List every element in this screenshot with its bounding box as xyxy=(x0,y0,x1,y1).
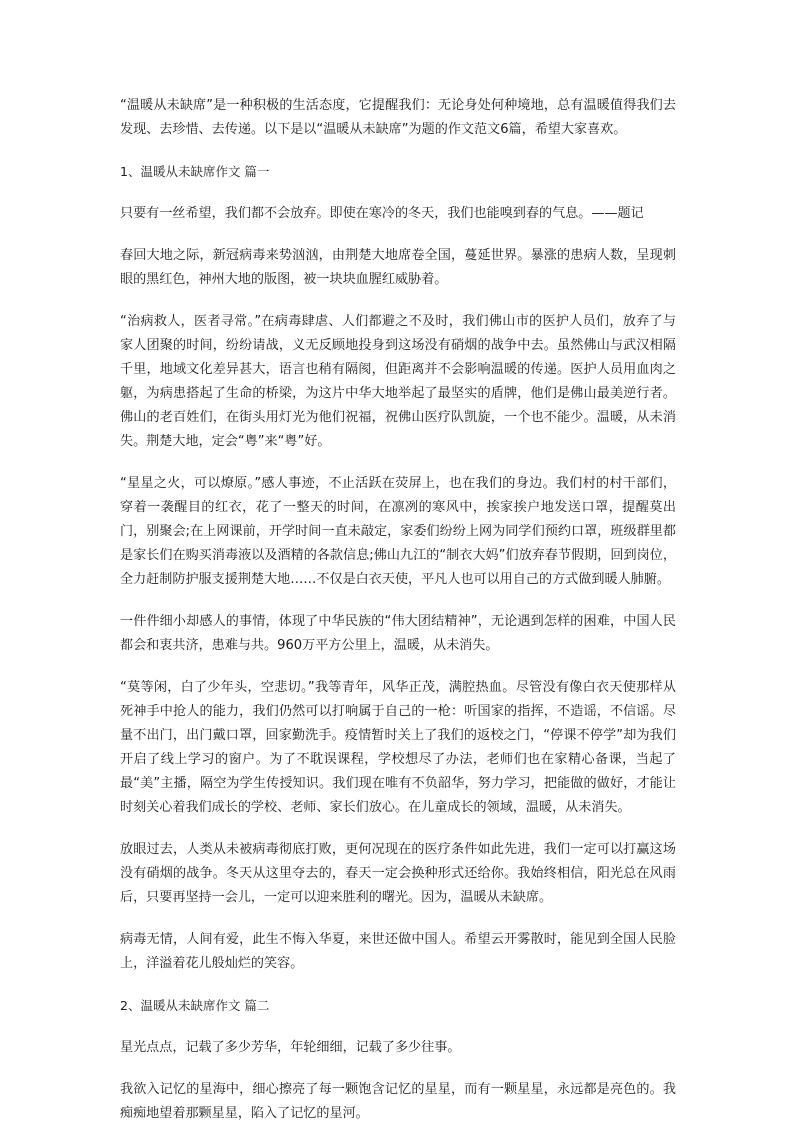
essay-2-heading: 2、温暖从未缺席作文 篇二 xyxy=(120,998,270,1013)
essay-1-paragraph: “星星之火，可以燎原。”感人事迹，不止活跃在荧屏上，也在我们的身边。我们村的村干部们，穿着一袭醒目的红衣，花了一整天的时间，在凛冽的寒风中，挨家挨户地发送口罩，提醒莫出门，别聚会;在上网课前，开学时间一直未敲定，家委们纷纷上网为同学们预约口罩，班级群里都是家长们在购买消毒液以及酒精的各款信息;佛山九江的“制衣大妈”们放弃春节假期，回到岗位，全力赶制防护服支援荆楚大地……不仅是白衣天使，平凡人也可以用自己的方式做到暖人肺腑。 xyxy=(120,476,676,587)
intro-paragraph: “温暖从未缺席”是一种积极的生活态度，它提醒我们：无论身处何种境地，总有温暖值得我们去发现、去珍惜、去传递。以下是以“温暖从未缺席”为题的作文范文6篇，希望大家喜欢。 xyxy=(120,98,676,137)
essay-1-paragraph: 春回大地之际，新冠病毒来势汹汹，由荆楚大地席卷全国，蔓延世界。暴涨的患病人数，呈现刺眼的黑红色，神州大地的版图，被一块块血腥红威胁着。 xyxy=(120,248,676,287)
essay-1-paragraph: 放眼过去，人类从未被病毒彻底打败，更何况现在的医疗条件如此先进，我们一定可以打赢这场没有硝烟的战争。冬天从这里夺去的，春天一定会换种形式还给你。我始终相信，阳光总在风雨后，只要再坚持一会儿，一定可以迎来胜利的曙光。因为，温暖从未缺席。 xyxy=(120,842,676,905)
essay-2-paragraph: 星光点点，记载了多少芳华，年轮细细，记载了多少往事。 xyxy=(120,1040,461,1055)
essay-1-paragraph: “治病救人，医者寻常。”在病毒肆虐、人们都避之不及时，我们佛山市的医护人员们，放弃了与家人团聚的时间，纷纷请战，义无反顾地投身到这场没有硝烟的战争中去。虽然佛山与武汉相隔千里，地域文化差异甚大，语言也稍有隔阂，但距离并不会影响温暖的传递。医护人员用血肉之躯，为病患搭起了生命的桥梁，为这片中华大地举起了最坚实的盾牌，他们是佛山最美逆行者。佛山的老百姓们，在街头用灯光为他们祝福，祝佛山医疗队凯旋，一个也不能少。温暖，从未消失。荆楚大地，定会“粤”来“粤”好。 xyxy=(120,314,676,449)
essay-1-paragraph: 病毒无情，人间有爱，此生不悔入华夏，来世还做中国人。希望云开雾散时，能见到全国人民脸上，洋溢着花儿般灿烂的笑容。 xyxy=(120,932,676,971)
document-body xyxy=(120,94,676,1144)
essay-2-paragraph: 我欲入记忆的星海中，细心擦亮了每一颗饱含记忆的星星，而有一颗星星，永远都是亮色的。我痴痴地望着那颗星星，陷入了记忆的星河。 xyxy=(120,1082,676,1121)
essay-1-paragraph: 一件件细小却感人的事情，体现了中华民族的“伟大团结精神”，无论遇到怎样的困难，中国人民都会和衷共济，患难与共。960万平方公里上，温暖，从未消失。 xyxy=(120,614,676,653)
essay-1-paragraph: “莫等闲，白了少年头，空悲切。”我等青年，风华正茂，满腔热血。尽管没有像白衣天使那样从死神手中抢人的能力，我们仍然可以打响属于自己的一枪：听国家的指挥，不造谣，不信谣。尽量不出门，出门戴口罩，回家勤洗手。疫情暂时关上了我们的返校之门，“停课不停学”却为我们开启了线上学习的窗户。为了不耽误课程，学校想尽了办法，老师们也在家精心备课，当起了最“美”主播，隔空为学生传授知识。我们现在唯有不负韶华，努力学习，把能做的做好，才能让时刻关心着我们成长的学校、老师、家长们放心。在儿童成长的领域，温暖，从未消失。 xyxy=(120,680,676,815)
essay-1-heading: 1、温暖从未缺席作文 篇一 xyxy=(120,164,270,179)
essay-1-paragraph: 只要有一丝希望，我们都不会放弃。即使在寒冷的冬天，我们也能嗅到春的气息。——题记 xyxy=(120,206,644,221)
